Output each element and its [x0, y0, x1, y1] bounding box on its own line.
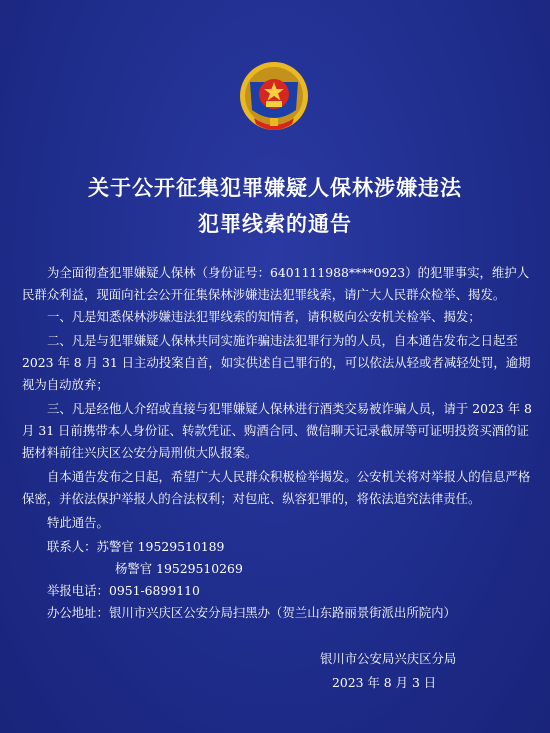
paragraph-item-1: 一、凡是知悉保林涉嫌违法犯罪线索的知情者，请积极向公安机关检举、揭发； — [47, 309, 481, 324]
issue-date: 2023 年 8 月 3 日 — [332, 675, 437, 690]
police-emblem-icon — [236, 60, 312, 136]
paragraph-item-2: 二、凡是与犯罪嫌疑人保林共同实施诈骗违法犯罪行为的人员，自本通告发布之日起至 2023 年 8 月 31 日主动投案自首，如实供述自己罪行的，可以依法从轻或者减轻处罚，逾期视为自动放弃； — [22, 333, 531, 392]
notice-title-line1: 关于公开征集犯罪嫌疑人保林涉嫌违法 — [88, 175, 462, 200]
contact-person-2: 杨警官 19529510269 — [115, 561, 243, 576]
report-hotline: 举报电话：0951-6899110 — [47, 583, 200, 598]
paragraph-closing: 特此通告。 — [47, 515, 109, 530]
paragraph-intro: 为全面彻查犯罪嫌疑人保林（身份证号：6401111988****0923）的犯罪事实，维护人民群众利益，现面向社会公开征集保林涉嫌违法犯罪线索，请广大人民群众检举、揭发。 — [22, 265, 530, 302]
office-address: 办公地址：银川市兴庆区公安分局扫黑办（贺兰山东路丽景街派出所院内） — [47, 605, 456, 620]
notice-title-line2: 犯罪线索的通告 — [198, 211, 352, 236]
contact-person-1: 联系人：苏警官 19529510189 — [47, 539, 225, 554]
issuer-signature: 银川市公安局兴庆区分局 — [320, 651, 457, 666]
paragraph-item-3: 三、凡是经他人介绍或直接与犯罪嫌疑人保林进行酒类交易被诈骗人员，请于 2023 年 8 月 31 日前携带本人身份证、转款凭证、购酒合同、微信聊天记录截屏等可证明投资买酒的证据材料前往兴庆区公安分局刑侦大队报案。 — [22, 401, 532, 460]
paragraph-appeal: 自本通告发布之日起，希望广大人民群众积极检举揭发。公安机关将对举报人的信息严格保密，并依法保护举报人的合法权利；对包庇、纵容犯罪的，将依法追究法律责任。 — [22, 469, 531, 506]
